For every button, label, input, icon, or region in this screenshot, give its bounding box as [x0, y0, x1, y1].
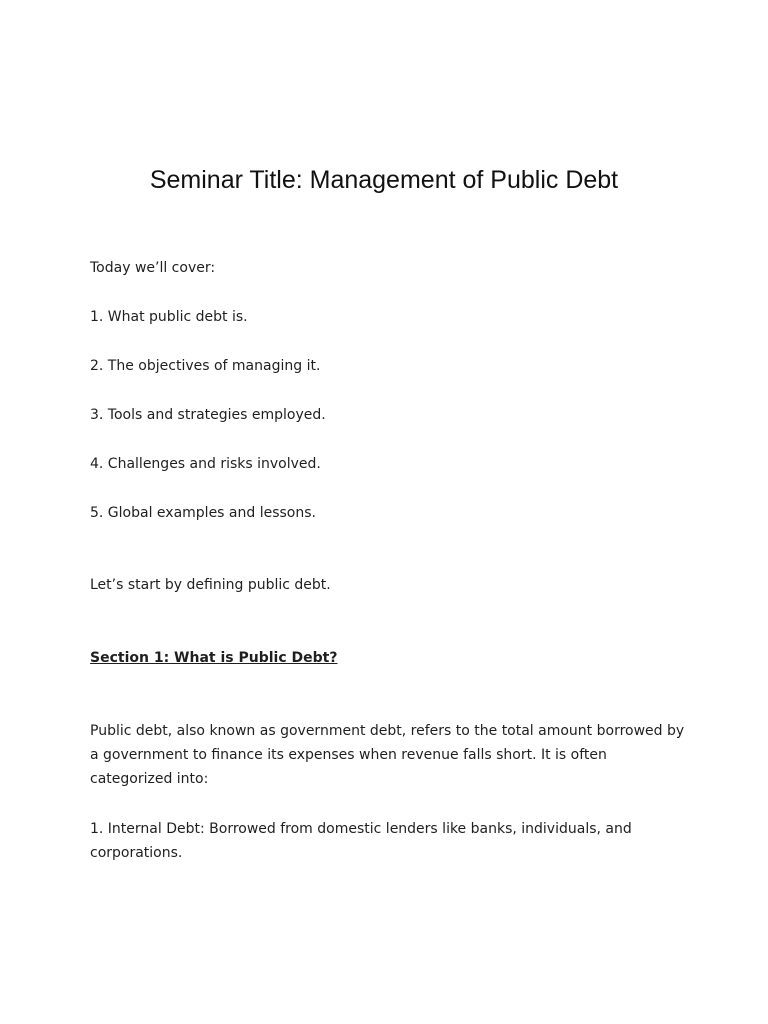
page-title: Seminar Title: Management of Public Debt — [149, 166, 619, 194]
agenda-item-3: 3. Tools and strategies employed. — [90, 407, 326, 423]
section-heading: Section 1: What is Public Debt? — [90, 650, 338, 666]
agenda-item-5: 5. Global examples and lessons. — [90, 505, 316, 521]
agenda-item-1: 1. What public debt is. — [90, 309, 248, 325]
agenda-item-4: 4. Challenges and risks involved. — [90, 456, 321, 472]
agenda-item-2: 2. The objectives of managing it. — [90, 358, 321, 374]
section-paragraph: Public debt, also known as government debt, refers to the total amount borrowed by a government to finance its expenses when revenue falls short. It is often categorized into: — [90, 723, 685, 787]
transition-text: Let’s start by defining public debt. — [90, 577, 331, 593]
section-list-item-1: 1. Internal Debt: Borrowed from domestic lenders like banks, individuals, and corporations. — [90, 821, 632, 861]
intro-text: Today we’ll cover: — [90, 260, 216, 276]
